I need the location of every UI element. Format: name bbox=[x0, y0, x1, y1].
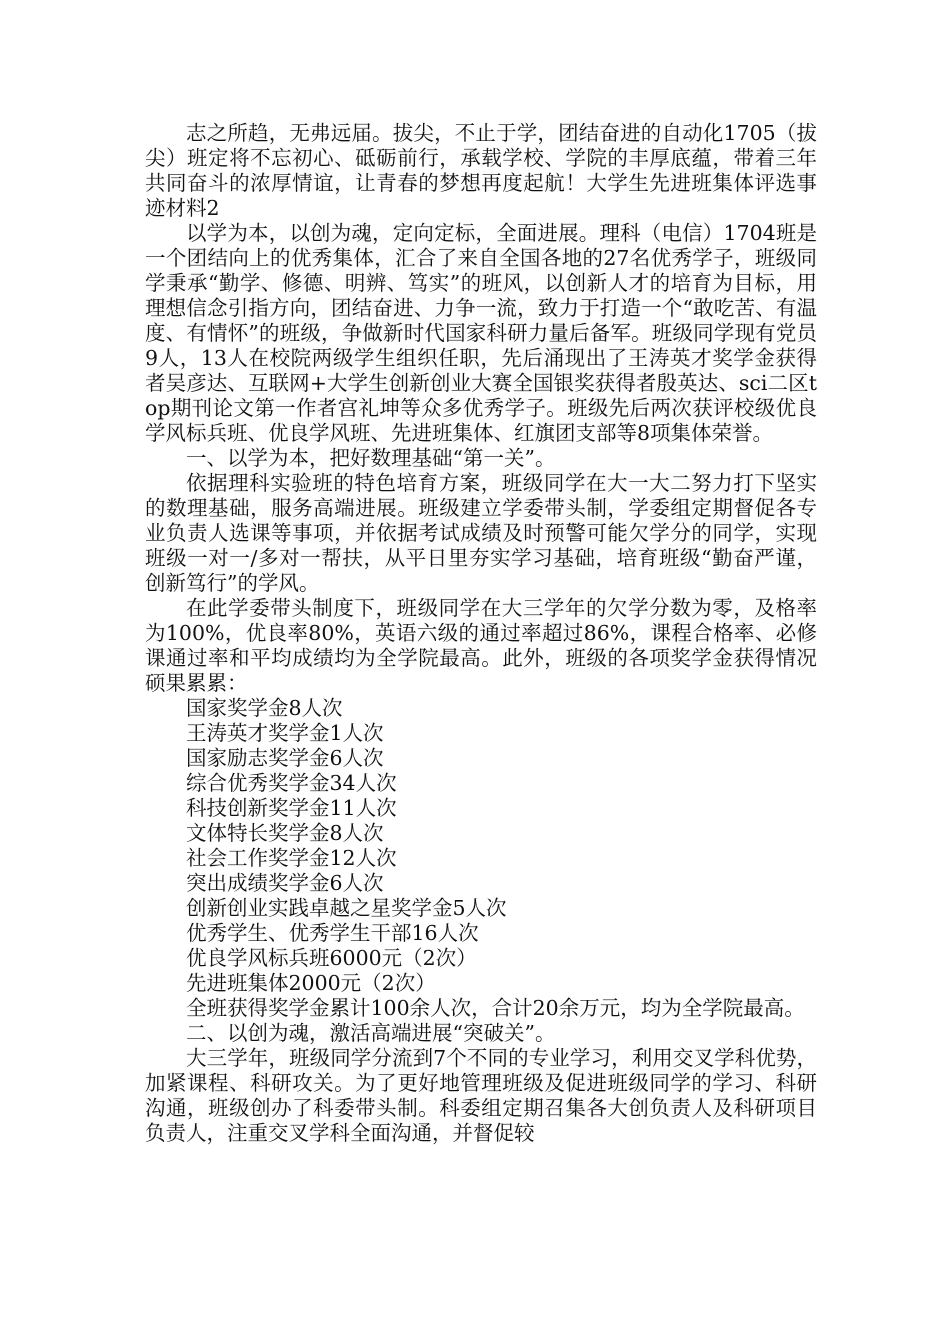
paragraph-intro-closing: 志之所趋，无弗远届。拔尖，不止于学，团结奋进的自动化1705（拔尖）班定将不忘初心、砥砺前行，承载学校、学院的丰厚底蕴，带着三年共同奋斗的浓厚情谊，让青春的梦想再度起航！大学生先进班集体评选事迹材料2 bbox=[145, 121, 817, 220]
award-item: 突出成绩奖学金6人次 bbox=[186, 871, 384, 895]
award-item: 创新创业实践卓越之星奖学金5人次 bbox=[186, 896, 507, 920]
award-item: 综合优秀奖学金34人次 bbox=[186, 771, 397, 795]
award-item: 科技创新奖学金11人次 bbox=[186, 796, 397, 820]
document-body bbox=[145, 121, 817, 1146]
award-item: 国家励志奖学金6人次 bbox=[186, 746, 384, 770]
award-item: 文体特长奖学金8人次 bbox=[186, 821, 384, 845]
award-item: 王涛英才奖学金1人次 bbox=[186, 721, 384, 745]
paragraph-study-system: 依据理科实验班的特色培育方案，班级同学在大一大二努力打下坚实的数理基础，服务高端进展。班级建立学委带头制，学委组定期督促各专业负责人选课等事项，并依据考试成绩及时预警可能欠学分的同学，实现班级一对一/多对一帮扶，从平日里夯实学习基础，培育班级“勤奋严谨，创新笃行”的学风。 bbox=[145, 471, 817, 595]
award-item: 优秀学生、优秀学生干部16人次 bbox=[186, 921, 479, 945]
award-item: 国家奖学金8人次 bbox=[186, 696, 343, 720]
award-item: 社会工作奖学金12人次 bbox=[186, 846, 397, 870]
award-list bbox=[145, 696, 817, 996]
section-heading-innovation: 二、以创为魂，激活高端进展“突破关”。 bbox=[186, 1021, 556, 1045]
award-item: 优良学风标兵班6000元（2次） bbox=[186, 946, 477, 970]
paragraph-innovation-system: 大三学年，班级同学分流到7个不同的专业学习，利用交叉学科优势，加紧课程、科研攻关。为了更好地管理班级及促进班级同学的学习、科研沟通，班级创办了科委带头制。科委组定期召集各大创负责人及科研项目负责人，注重交叉学科全面沟通，并督促较 bbox=[145, 1046, 817, 1145]
paragraph-study-results: 在此学委带头制度下，班级同学在大三学年的欠学分数为零，及格率为100%，优良率80%，英语六级的通过率超过86%，课程合格率、必修课通过率和平均成绩均为全学院最高。此外，班级的各项奖学金获得情况硕果累累： bbox=[145, 596, 817, 695]
section-heading-study: 一、以学为本，把好数理基础“第一关”。 bbox=[186, 446, 556, 470]
paragraph-class-overview: 以学为本，以创为魂，定向定标，全面进展。理科（电信）1704班是一个团结向上的优秀集体，汇合了来自全国各地的27名优秀学子，班级同学秉承“勤学、修德、明辨、笃实”的班风，以创新人才的培育为目标，用理想信念引指方向，团结奋进、力争一流，致力于打造一个“敢吃苦、有温度、有情怀”的班级，争做新时代国家科研力量后备军。班级同学现有党员9人，13人在校院两级学生组织任职，先后涌现出了王涛英才奖学金获得者吴彦达、互联网+大学生创新创业大赛全国银奖获得者殷英达、sci二区top期刊论文第一作者宫礼坤等众多优秀学子。班级先后两次获评校级优良学风标兵班、优良学风班、先进班集体、红旗团支部等8项集体荣誉。 bbox=[145, 221, 817, 445]
award-item: 先进班集体2000元（2次） bbox=[186, 971, 436, 995]
paragraph-award-summary: 全班获得奖学金累计100余人次，合计20余万元，均为全学院最高。 bbox=[186, 996, 805, 1020]
